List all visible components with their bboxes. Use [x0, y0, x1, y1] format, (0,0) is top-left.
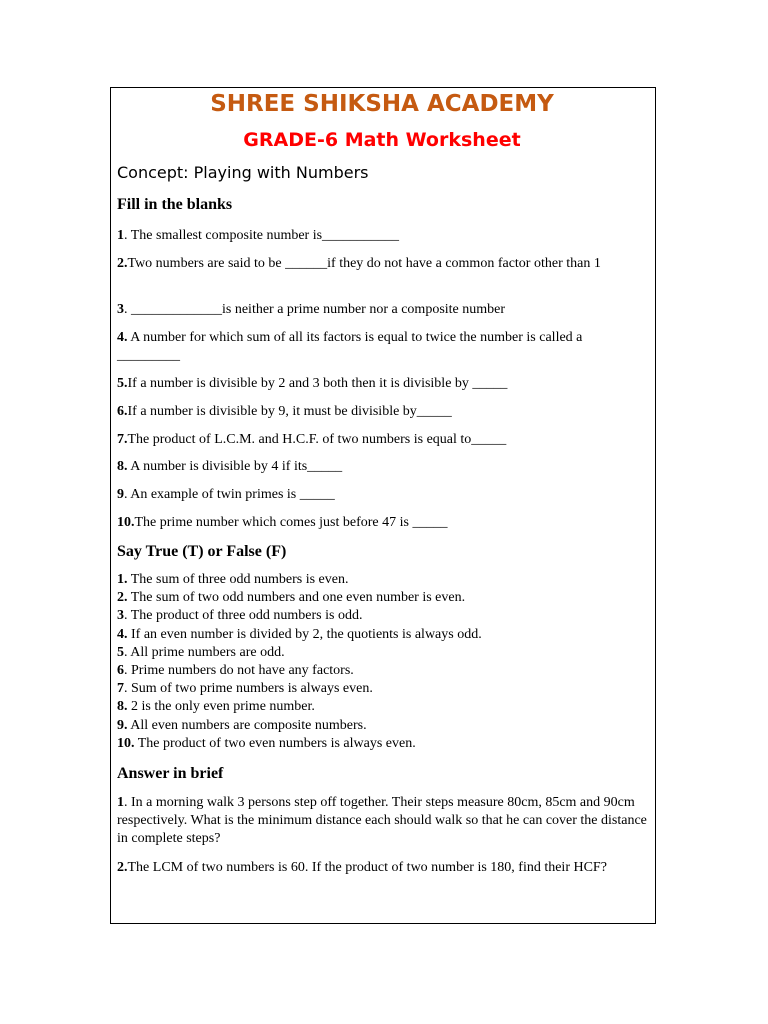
true-false-item — [117, 717, 647, 735]
brief-question — [117, 859, 647, 877]
fill-blank-item — [117, 458, 647, 476]
item-number: 7 — [117, 681, 124, 697]
item-number: 2. — [117, 860, 128, 875]
item-text: The LCM of two numbers is 60. If the product of two number is 180, find their HCF? — [127, 860, 607, 875]
worksheet-page — [110, 87, 656, 924]
true-false-item — [117, 662, 647, 680]
fill-blank-item — [117, 514, 647, 532]
item-number: 6. — [117, 404, 128, 419]
item-number: 9 — [117, 487, 124, 502]
item-number: 2. — [117, 256, 128, 271]
item-text: The product of two even numbers is always even. — [134, 735, 416, 751]
item-number: 8. — [117, 699, 128, 715]
fill-blank-item — [117, 486, 647, 504]
worksheet-title: GRADE-6 Math Worksheet — [243, 129, 521, 151]
true-false-item — [117, 589, 647, 607]
item-number: 5. — [117, 376, 128, 391]
fill-blank-item — [117, 375, 647, 393]
item-text: . _____________is neither a prime number nor a composite number — [124, 302, 506, 317]
brief-question — [117, 794, 647, 848]
item-text: If an even number is divided by 2, the quotients is always odd. — [127, 626, 482, 642]
item-text: A number for which sum of all its factors is equal to twice the number is called a _________ — [117, 330, 583, 363]
fill-blank-item — [117, 403, 647, 421]
item-number: 3 — [117, 608, 124, 624]
item-number: 2. — [117, 590, 128, 606]
item-text: The prime number which comes just before 47 is _____ — [134, 515, 448, 530]
item-text: . Prime numbers do not have any factors. — [124, 663, 354, 679]
school-title: SHREE SHIKSHA ACADEMY — [210, 91, 554, 117]
item-number: 1 — [117, 795, 124, 810]
true-false-item — [117, 735, 647, 753]
item-text: . All prime numbers are odd. — [124, 644, 285, 660]
item-number: 7. — [117, 432, 128, 447]
item-text: All even numbers are composite numbers. — [127, 717, 367, 733]
true-false-item — [117, 607, 647, 625]
item-text: The product of L.C.M. and H.C.F. of two numbers is equal to_____ — [127, 432, 507, 447]
item-number: 10. — [117, 515, 135, 530]
item-text: 2 is the only even prime number. — [127, 699, 315, 715]
concept-line: Concept: Playing with Numbers — [117, 163, 369, 182]
true-false-item — [117, 571, 647, 589]
item-text: If a number is divisible by 9, it must be divisible by_____ — [127, 404, 452, 419]
item-number: 3 — [117, 302, 124, 317]
true-false-list — [117, 571, 647, 753]
item-text: The sum of two odd numbers and one even number is even. — [127, 590, 466, 606]
item-number: 8. — [117, 459, 128, 474]
item-number: 1. — [117, 572, 128, 587]
item-number: 1 — [117, 228, 124, 243]
item-text: . The smallest composite number is___________ — [124, 228, 400, 243]
item-number: 6 — [117, 663, 124, 679]
item-text: If a number is divisible by 2 and 3 both then it is divisible by _____ — [127, 376, 508, 391]
item-number: 9. — [117, 717, 128, 733]
true-false-item — [117, 680, 647, 698]
item-number: 4. — [117, 626, 128, 642]
item-text: A number is divisible by 4 if its_____ — [127, 459, 343, 474]
section-heading-fill-blanks: Fill in the blanks — [117, 196, 233, 213]
fill-blank-item — [117, 431, 647, 449]
item-number: 10. — [117, 735, 135, 751]
item-text: . Sum of two prime numbers is always even. — [124, 681, 373, 697]
item-text: The sum of three odd numbers is even. — [127, 572, 349, 587]
fill-blank-item — [117, 227, 647, 245]
item-number: 5 — [117, 644, 124, 660]
item-text: Two numbers are said to be ______if they do not have a common factor other than 1 — [127, 256, 601, 271]
section-heading-true-false: Say True (T) or False (F) — [117, 543, 287, 560]
item-text: . An example of twin primes is _____ — [124, 487, 335, 502]
fill-blank-item — [117, 329, 647, 365]
item-text: . The product of three odd numbers is odd. — [124, 608, 363, 624]
item-number: 4. — [117, 330, 128, 345]
fill-blank-item — [117, 255, 647, 273]
fill-blank-item — [117, 301, 647, 319]
true-false-item — [117, 698, 647, 716]
true-false-item — [117, 626, 647, 644]
true-false-item — [117, 644, 647, 662]
section-heading-brief: Answer in brief — [117, 765, 224, 782]
item-text: . In a morning walk 3 persons step off together. Their steps measure 80cm, 85cm and 90cm respectively. What is the minimum distance each should walk so that he can cover the distance in complete steps? — [117, 795, 647, 846]
